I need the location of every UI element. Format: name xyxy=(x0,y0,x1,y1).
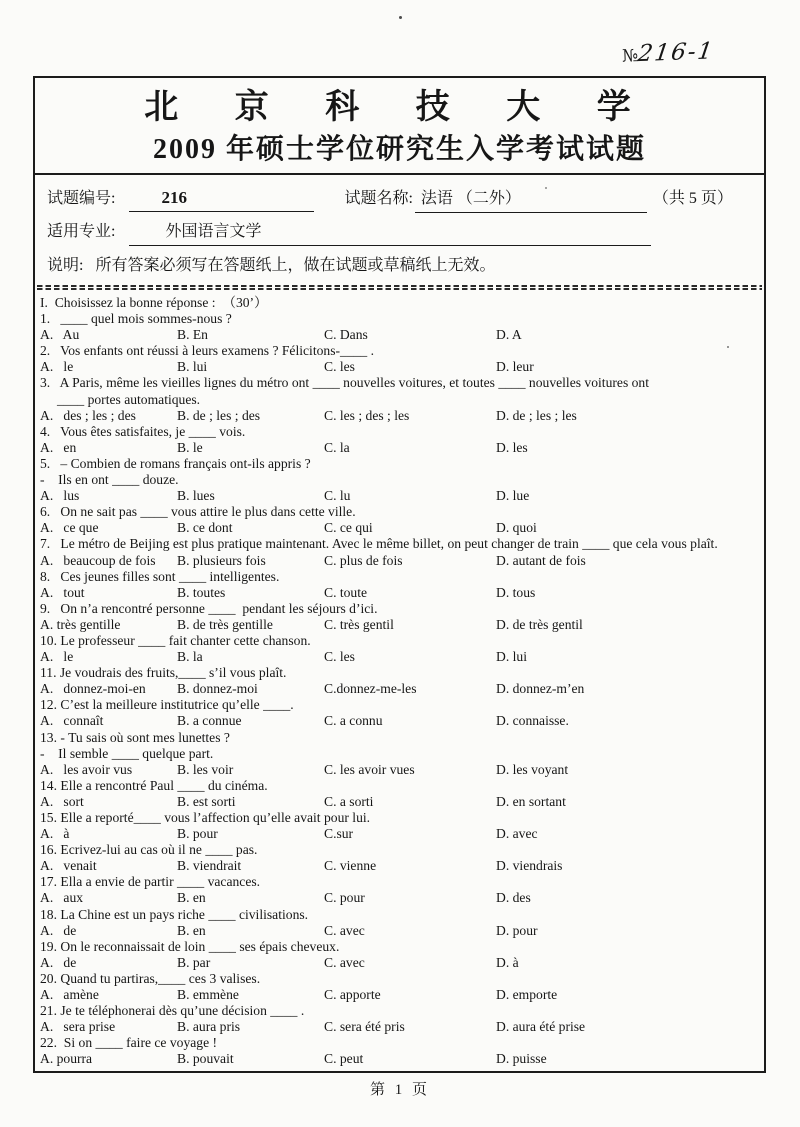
option-d: D. de très gentil xyxy=(496,616,583,632)
option-b: B. la xyxy=(177,649,203,665)
major-value: 外国语言文学 xyxy=(129,219,651,246)
university-name: 北 京 科 技 大 学 xyxy=(144,89,655,126)
info-row-note xyxy=(47,253,754,287)
exam-sheet xyxy=(33,76,766,1073)
option-d: D. A xyxy=(496,327,522,343)
option-d: D. quoi xyxy=(496,520,537,536)
question-stem-continued: - Ils en ont ____ douze. xyxy=(40,472,179,488)
option-row xyxy=(40,890,758,906)
exam-name-value: 法语 （二外） xyxy=(415,186,647,213)
option-d: D. donnez-m’en xyxy=(496,681,585,697)
question-stem: 9. On n’a rencontré personne ____ pendant les séjours d’ici. xyxy=(40,600,378,616)
option-row xyxy=(40,762,758,778)
option-d: D. aura été prise xyxy=(496,1019,586,1035)
option-a: A. de xyxy=(40,922,77,938)
option-a: A. sera prise xyxy=(40,1019,116,1035)
option-c: C. a connu xyxy=(324,713,383,729)
question-stem: 6. On ne sait pas ____ vous attire le plus dans cette ville. xyxy=(40,504,356,520)
info-row-exam-no xyxy=(47,185,754,219)
exam-name-label: 试题名称: xyxy=(344,190,413,207)
option-row xyxy=(40,1019,758,1035)
option-a: A. tout xyxy=(40,584,85,600)
option-c: C. toute xyxy=(324,584,368,600)
option-c: C. lu xyxy=(324,488,351,504)
option-row xyxy=(40,327,758,343)
question-stem: 17. Ella a envie de partir ____ vacances. xyxy=(40,874,261,890)
option-d: D. les voyant xyxy=(496,761,569,777)
option-d: D. lui xyxy=(496,649,527,665)
note-label: 说明: xyxy=(47,257,84,274)
option-c: C. avec xyxy=(324,922,365,938)
question-stem-continued: ____ portes automatiques. xyxy=(40,391,201,407)
option-a: A. donnez-moi-en xyxy=(40,681,146,697)
question-stem: 11. Je voudrais des fruits,____ s’il vous plaît. xyxy=(40,665,287,681)
option-a: A. les avoir vus xyxy=(40,761,133,777)
option-b: B. donnez-moi xyxy=(177,681,258,697)
option-row xyxy=(40,987,758,1003)
option-a: A. venait xyxy=(40,858,97,874)
option-a: A. sort xyxy=(40,793,84,809)
option-a: A. très gentille xyxy=(40,616,121,632)
option-b: B. pouvait xyxy=(177,1051,234,1067)
option-row xyxy=(40,649,758,665)
option-d: D. viendrais xyxy=(496,858,563,874)
option-a: A. de xyxy=(40,954,77,970)
option-d: D. en sortant xyxy=(496,793,566,809)
question-stem-continued: - Il semble ____ quelque part. xyxy=(40,745,214,761)
option-b: B. les voir xyxy=(177,761,234,777)
option-b: B. viendrait xyxy=(177,858,242,874)
info-row-major xyxy=(47,219,754,253)
option-b: B. lues xyxy=(177,488,215,504)
question-stem: 21. Je te téléphonerai dès qu’une décision ____ . xyxy=(40,1003,305,1019)
option-d: D. les xyxy=(496,439,528,455)
option-c: C. a sorti xyxy=(324,793,374,809)
option-b: B. pour xyxy=(177,826,218,842)
option-d: D. lue xyxy=(496,488,530,504)
option-c: C. apporte xyxy=(324,987,381,1003)
option-row xyxy=(40,794,758,810)
question-stem: 10. Le professeur ____ fait chanter cette chanson. xyxy=(40,632,311,648)
option-d: D. puisse xyxy=(496,1051,547,1067)
option-c: C. peut xyxy=(324,1051,364,1067)
option-d: D. pour xyxy=(496,922,538,938)
option-c: C. les avoir vues xyxy=(324,761,415,777)
exam-no-value: 216 xyxy=(129,185,314,212)
question-stem: 7. Le métro de Beijing est plus pratique maintenant. Avec le même billet, on peut changer de train ____ que cela vous plaît. xyxy=(40,536,718,552)
option-row xyxy=(40,923,758,939)
question-stem: 1. ____ quel mois sommes-nous ? xyxy=(40,311,232,327)
option-row xyxy=(40,440,758,456)
option-c: C. les xyxy=(324,649,355,665)
dashed-separator xyxy=(37,285,762,291)
option-row xyxy=(40,488,758,504)
option-c: C. plus de fois xyxy=(324,552,403,568)
option-c: C. vienne xyxy=(324,858,377,874)
option-c: C. la xyxy=(324,439,350,455)
option-c: C. sera été pris xyxy=(324,1019,405,1035)
option-c: C. avec xyxy=(324,954,365,970)
option-a: A. connaît xyxy=(40,713,104,729)
option-b: B. En xyxy=(177,327,208,343)
option-b: B. lui xyxy=(177,359,208,375)
option-a: A. à xyxy=(40,826,70,842)
option-c: C.sur xyxy=(324,826,354,842)
option-c: C. les ; des ; les xyxy=(324,407,410,423)
option-c: C. les xyxy=(324,359,355,375)
option-row xyxy=(40,585,758,601)
option-c: C. ce qui xyxy=(324,520,373,536)
option-row xyxy=(40,955,758,971)
option-row xyxy=(40,681,758,697)
option-row xyxy=(40,520,758,536)
question-stem: 19. On le reconnaissait de loin ____ ses épais cheveux. xyxy=(40,938,340,954)
major-label: 适用专业: xyxy=(47,223,116,240)
option-a: A. le xyxy=(40,649,74,665)
option-b: B. toutes xyxy=(177,584,226,600)
option-b: B. de ; les ; des xyxy=(177,407,261,423)
question-stem: 8. Ces jeunes filles sont ____ intelligentes. xyxy=(40,568,280,584)
question-stem: 15. Elle a reporté____ vous l’affection qu’elle avait pour lui. xyxy=(40,810,371,825)
option-a: A. des ; les ; des xyxy=(40,407,136,423)
option-b: B. de très gentille xyxy=(177,616,273,632)
sheet-number-handwritten xyxy=(622,38,715,67)
option-b: B. en xyxy=(177,922,206,938)
page-number: 第 1 页 xyxy=(369,1082,430,1098)
option-d: D. leur xyxy=(496,359,534,375)
option-row xyxy=(40,713,758,729)
option-d: D. connaisse. xyxy=(496,713,569,729)
option-row xyxy=(40,553,758,569)
option-a: A. aux xyxy=(40,890,84,906)
option-a: A. pourra xyxy=(40,1051,93,1067)
option-a: A. lus xyxy=(40,488,80,504)
option-row xyxy=(40,858,758,874)
option-d: D. tous xyxy=(496,584,536,600)
option-b: B. le xyxy=(177,439,203,455)
question-stem: 18. La Chine est un pays riche ____ civilisations. xyxy=(40,906,309,922)
question-stem: 14. Elle a rencontré Paul ____ du cinéma. xyxy=(40,777,268,793)
option-b: B. est sorti xyxy=(177,793,236,809)
option-b: B. ce dont xyxy=(177,520,233,536)
questions-section xyxy=(35,292,764,1071)
option-d: D. des xyxy=(496,890,531,906)
option-c: C. Dans xyxy=(324,327,368,343)
section-heading: I. Choisissez la bonne réponse : （30’） xyxy=(40,295,268,310)
option-a: A. le xyxy=(40,359,74,375)
option-c: C. pour xyxy=(324,890,365,906)
option-d: D. de ; les ; les xyxy=(496,407,577,423)
note-text: 所有答案必须写在答题纸上，做在试题或草稿纸上无效。 xyxy=(95,257,496,274)
option-b: B. aura pris xyxy=(177,1019,241,1035)
question-stem: 4. Vous êtes satisfaites, je ____ vois. xyxy=(40,423,246,439)
option-row xyxy=(40,408,758,424)
option-b: B. par xyxy=(177,954,211,970)
option-b: B. en xyxy=(177,890,206,906)
option-d: D. autant de fois xyxy=(496,552,586,568)
option-a: A. en xyxy=(40,439,77,455)
total-pages-note: （共 5 页） xyxy=(652,190,733,207)
option-b: B. plusieurs fois xyxy=(177,552,266,568)
scan-speck xyxy=(399,16,402,19)
exam-title: 2009 年硕士学位研究生入学考试试题 xyxy=(152,134,646,165)
option-d: D. avec xyxy=(496,826,538,842)
question-stem: 16. Ecrivez-lui au cas où il ne ____ pas. xyxy=(40,842,258,858)
option-a: A. ce que xyxy=(40,520,99,536)
numero-symbol: № xyxy=(621,46,639,67)
option-b: B. emmène xyxy=(177,987,239,1003)
option-d: D. à xyxy=(496,954,519,970)
option-row xyxy=(40,617,758,633)
question-stem: 20. Quand tu partiras,____ ces 3 valises. xyxy=(40,970,261,986)
question-stem: 2. Vos enfants ont réussi à leurs examens ? Félicitons-____ . xyxy=(40,343,375,359)
option-b: B. a connue xyxy=(177,713,242,729)
option-d: D. emporte xyxy=(496,987,558,1003)
sheet-number-value: 216-1 xyxy=(636,38,717,68)
option-a: A. beaucoup de fois xyxy=(40,552,156,568)
question-stem: 13. - Tu sais où sont mes lunettes ? xyxy=(40,729,230,745)
option-row xyxy=(40,826,758,842)
exam-info-section xyxy=(35,175,764,292)
option-c: C.donnez-me-les xyxy=(324,681,417,697)
question-stem: 12. C’est la meilleure institutrice qu’elle ____. xyxy=(40,697,294,713)
question-stem: 5. – Combien de romans français ont-ils appris ? xyxy=(40,455,311,471)
title-section xyxy=(35,78,764,175)
option-c: C. très gentil xyxy=(324,616,394,632)
option-a: A. amène xyxy=(40,987,99,1003)
question-stem: 3. A Paris, même les vieilles lignes du métro ont ____ nouvelles voitures, et toutes ____ nouvelles voitures ont xyxy=(40,375,649,391)
option-row xyxy=(40,359,758,375)
question-list xyxy=(40,311,758,1067)
option-row xyxy=(40,1051,758,1067)
question-stem: 22. Si on ____ faire ce voyage ! xyxy=(40,1035,218,1051)
option-a: A. Au xyxy=(40,327,80,343)
exam-no-label: 试题编号: xyxy=(47,190,116,207)
